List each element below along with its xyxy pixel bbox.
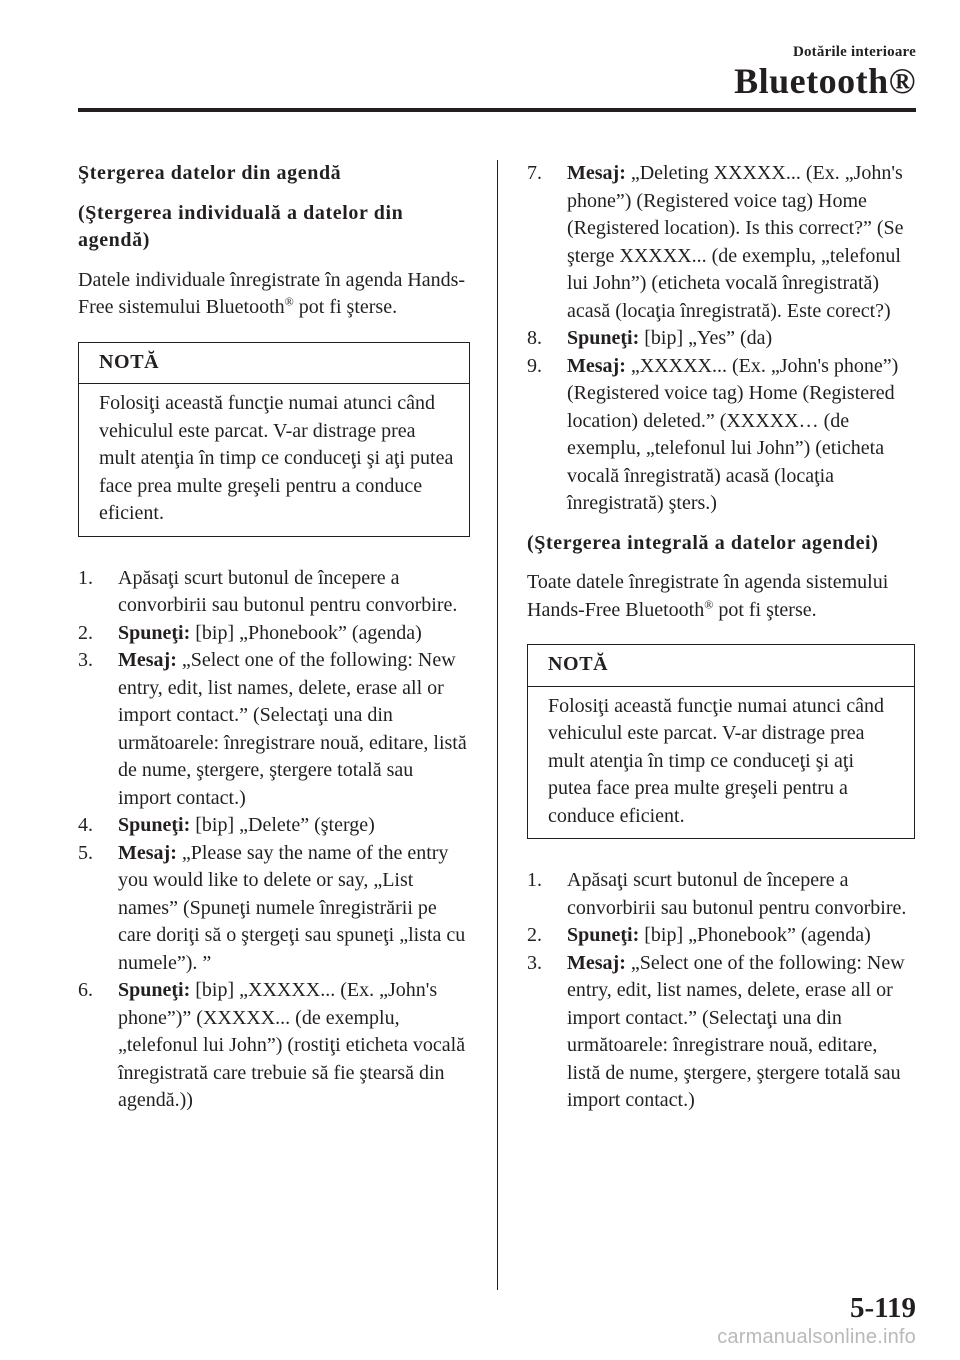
- section-heading: Ştergerea datelor din agendă: [78, 162, 342, 184]
- step-item: 1. Apăsaţi scurt butonul de începere a convorbirii sau butonul pentru convorbire.: [527, 869, 907, 919]
- step-item: 2. Spuneţi: [bip] „Phonebook” (agenda): [78, 621, 422, 644]
- step-item: 7. Mesaj: „Deleting XXXXX... (Ex. „John's phone”) (Registered voice tag) Home (Registered location). Is this correct?” (Se şterge XXXXX... (de exemplu, „telefonul lui John”) (eticheta vocală înregistrată) acasă (locaţia înregistrată). Este corect?): [527, 162, 904, 322]
- step-item: 6. Spuneţi: [bip] „XXXXX... (Ex. „John's phone”)” (XXXXX... (de exemplu, „telefonul lui John”) (rostiţi eticheta vocală înregistrată care trebuie să fie ştearsă din agendă.)): [78, 979, 466, 1111]
- chapter-title: Bluetooth®: [734, 61, 916, 101]
- intro-paragraph: Datele individuale înregistrate în agenda Hands-Free sistemului Bluetooth® pot fi şterse.: [78, 268, 466, 318]
- step-item: 1. Apăsaţi scurt butonul de începere a convorbirii sau butonul pentru convorbire.: [78, 566, 458, 616]
- subsection-heading: (Ştergerea individuală a datelor din agendă): [78, 201, 404, 251]
- step-item: 9. Mesaj: „XXXXX... (Ex. „John's phone”) (Registered voice tag) Home (Registered location) deleted.” (XXXXX… (de exemplu, „telefonul lui John”) (eticheta vocală înregistrată) acasă (locaţia înregistrată) şters.): [527, 354, 899, 514]
- step-item: 2. Spuneţi: [bip] „Phonebook” (agenda): [527, 924, 871, 946]
- right-column: [527, 160, 915, 1115]
- registered-mark: ®: [284, 294, 294, 309]
- note-title: NOTĂ: [79, 343, 469, 385]
- registered-mark: ®: [704, 596, 714, 611]
- header-rule: [78, 108, 916, 112]
- note-body: Folosiţi această funcţie numai atunci când vehiculul este parcat. V-ar distrage prea mult atenţia în timp ce conduceţi şi aţi putea face prea multe greşeli pentru a conduce eficient.: [548, 694, 884, 827]
- left-column: [78, 160, 470, 1115]
- steps-list: [527, 160, 915, 518]
- steps-list: [527, 867, 915, 1115]
- step-item: 4. Spuneţi: [bip] „Delete” (şterge): [78, 814, 375, 836]
- step-item: 3. Mesaj: „Select one of the following: New entry, edit, list names, delete, erase all or import contact.” (Selectaţi una din următoarele: înregistrare nouă, editare, listă de nume, ştergere, ştergere totală sau import contact.): [78, 649, 467, 809]
- section-title: Dotările interioare: [792, 44, 916, 60]
- column-divider: [497, 160, 498, 1290]
- subsection-heading: (Ştergerea integrală a datelor agendei): [527, 531, 879, 554]
- note-title: NOTĂ: [528, 645, 914, 687]
- step-item: 8. Spuneţi: [bip] „Yes” (da): [527, 327, 773, 349]
- step-item: 5. Mesaj: „Please say the name of the entry you would like to delete or say, „List names” (Spuneţi numele înregistrării pe care doriţi să o ştergeţi sau spuneţi „lista cu numele”). ”: [78, 841, 466, 974]
- note-box: [78, 342, 470, 537]
- note-body: Folosiţi această funcţie numai atunci când vehiculul este parcat. V-ar distrage prea mult atenţia în timp ce conduceţi şi aţi putea face prea multe greşeli pentru a conduce eficient.: [99, 392, 454, 524]
- page-number: 5-119: [849, 1292, 916, 1324]
- steps-list: [78, 565, 470, 1115]
- watermark: carmanualsonline.info: [717, 1326, 916, 1348]
- note-box: [527, 644, 915, 839]
- step-item: 3. Mesaj: „Select one of the following: New entry, edit, list names, delete, erase all or import contact.” (Selectaţi una din următoarele: înregistrare nouă, editare, listă de nume, ştergere, ştergere totală sau import contact.): [527, 951, 905, 1111]
- intro-paragraph: Toate datele înregistrate în agenda sistemului Hands-Free Bluetooth® pot fi şterse.: [527, 571, 889, 621]
